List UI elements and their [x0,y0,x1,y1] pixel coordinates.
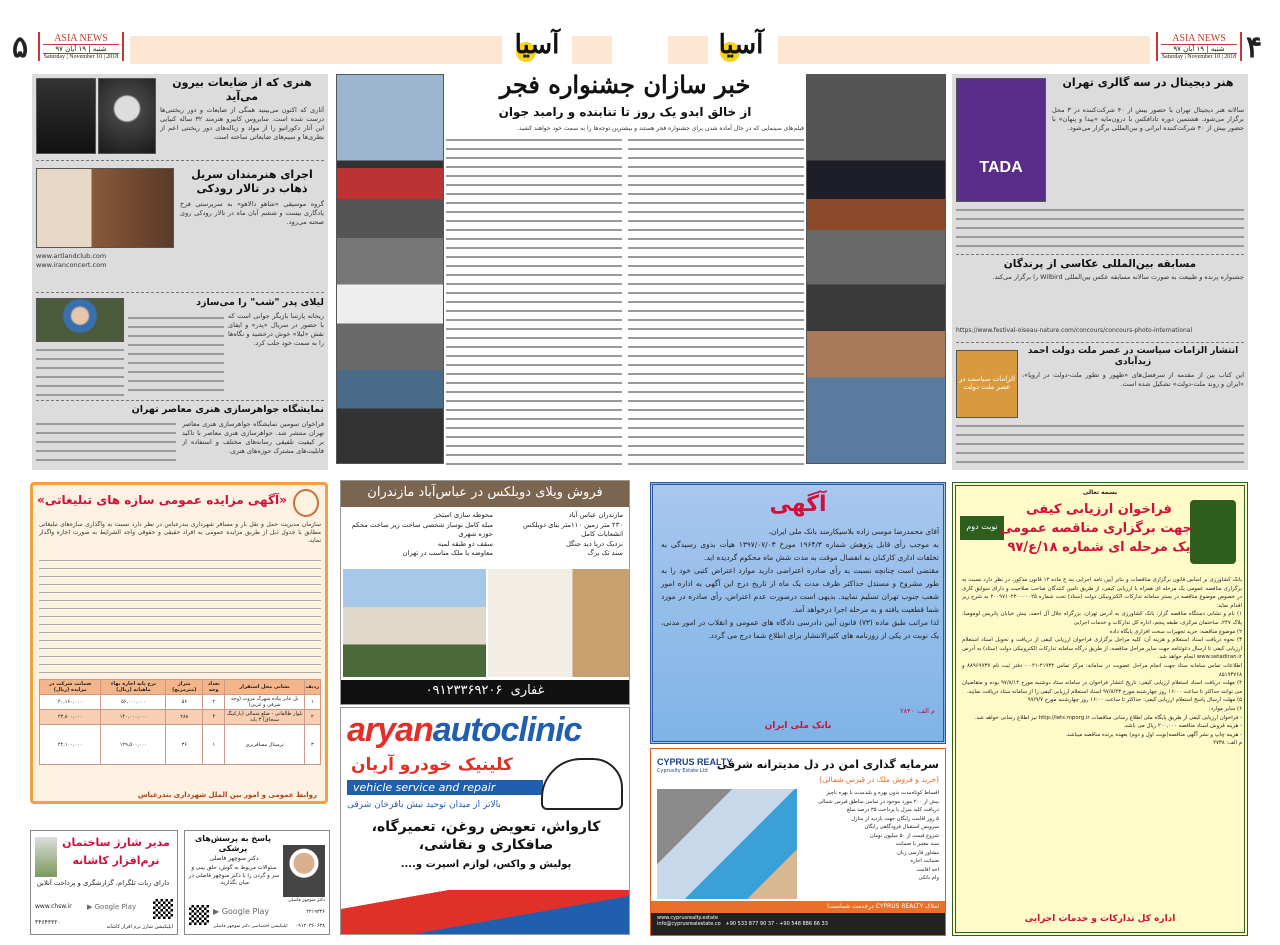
link[interactable]: www.artlandclub.com [36,252,107,260]
table-header: نشانی محل استقرار [225,680,304,695]
bank-notice-ad [650,482,946,744]
autoclinic-logo: aryanautoclinic [347,711,582,749]
agri-bank-logo-icon [1190,500,1236,564]
page-number: ۴ [1246,30,1263,65]
feature-item: ۵ روز اقامت رایگان جهت بازدید از منازل [851,815,939,822]
property-photos [657,789,797,899]
autoclinic-fa-name: کلینیک خودرو آریان [351,755,513,775]
tender-item: ۳) نحوه دریافت اسناد استعلام و هزینه آن: کلیه مراحل برگزاری فراخوان ارزیابی کیفی از دریافت و تحویل اسناد استعلام ارزیابی کیفی تا ارسال دعوتنامه جهت سایر مراحل مناقصه، از طریق درگاه سامانه تدارکات الکترونیکی دولت (ستاد) به آدرس www.setadiran.ir انجام خواهد شد. [962,637,1242,661]
feature-item: ۲۳۰ متر زمین ۱۱۰متر بنای دوبلکس [523,520,623,529]
link[interactable]: www.iranconcert.com [36,261,107,269]
feature-body-column [628,136,804,466]
date-fa: شنبه | ۱۹ آبان ۹۷ [43,44,119,54]
villa-interior-photo [488,569,629,677]
auction-terms [39,557,321,675]
kashaneh-ad [30,830,178,935]
feature-item: سند تک برگ [587,549,623,557]
cyprus-title: سرمایه گذاری امن در دل مدیترانه شرقی [716,758,939,771]
contact-name: غفاری [510,683,545,698]
cyprus-phones: +90 533 877 90 37 - +90 548 886 66 33 [725,921,828,927]
tender-item: اطلاعات تماس سامانه ستاد جهت انجام مراحل عضویت در سامانه: مرکز تماس ۴۱۹۳۴-۰۲۱ - دفتر ثبت نام ۸۸۹۶۹۷۳۷ و ۸۵۱۹۳۷۶۸ [962,662,1243,678]
kashaneh-desc: دارای ربات تلگرام، گزارشگری و پرداخت آنلاین [36,879,170,887]
cell: بلوار طالقانی - ضلع شمالی (پارکینگ سنجاق) ۳ پایه [226,711,303,723]
notice-signature: بانک ملی ایران [764,721,832,731]
concert-poster-photo [36,168,174,248]
book-cover: الزامات سیاست در عصر ملت دولت [956,350,1018,418]
auction-table [39,679,321,765]
second-notice-badge: نوبت دوم [960,516,1004,540]
article-photo [36,78,96,154]
article-title: هنر دیجیتال در سه گالری تهران [1062,76,1234,89]
feature-item: معاوضه با ملک مناسب در تهران [402,549,493,557]
cell: ۳۶ [166,725,203,765]
cell: ۴۳,۸۰۰,۰۰۰ [40,710,101,725]
article-title: لیلای پدر "شب" را می‌سازد [196,297,324,308]
decorative-stripe [341,890,629,934]
article-body-continued [128,314,224,396]
doctor-phone: ۲۲۱۹۳۳۶ [306,909,325,915]
cyprus-features [799,789,939,883]
notice-line: آقای محمدرضا موسی زاده بلاسیکارمند بانک ملی ایران، [768,527,939,536]
actress-photo [36,298,124,342]
brand-name: ASIA NEWS [54,33,108,44]
auction-title: «آگهی مزایده عمومی سازه های تبلیغاتی» [37,493,287,507]
newspaper-logo: آسیا [718,30,764,60]
kashaneh-phone: ۴۴۶۴۳۳۲۰ [35,919,61,926]
divider [956,342,1244,343]
article-body-continued [36,420,176,466]
auction-footer: روابط عمومی و امور بین الملل شهرداری بندرعباس [137,791,317,799]
tender-item: ۶) سایر موارد: [1208,705,1242,712]
cell: ۲ [304,710,320,725]
article-body: این کتاب بین از مقدمه از سرفصل‌های «ظهور و تطور ملت-دولت در اروپا»، «ایران و روند ملت-دولت» تشکیل شده است. [1022,371,1244,388]
table-row [40,725,321,765]
masthead-box [38,32,124,61]
notice-line: مقتضی است چنانچه نسبت به رأی صادره اعتراضی دارید موارد اعتراض کتبی خود را به طور مشروح و مستدل حداکثر ظرف مدت یک ماه از تاریخ درج این آگهی به اداره امور شعب جنوب تهران تسلیم نمایید. بدیهی است درصورت عدم اعتراض، رأی صادره در مورد شما قطعیت یافته و به مرحله اجرا درخواهد آمد. [661,566,939,614]
doctor-caption: دکتر منوچهر فاضلی [288,898,325,903]
villa-exterior-photo [343,569,486,677]
feature-item: ضمانت اجاره [910,858,939,864]
header-band [778,36,1150,64]
table-header: ردیف [304,680,320,695]
cyprus-realty-ad [650,748,946,936]
cell: ۴ [203,710,225,725]
divider [36,400,324,401]
autoclinic-services-2: پولیش و واکس، لوازم اسپرت و.... [400,859,572,870]
cell: پل عابر پیاده شهرک مروت (وجه شرقی و غربی) [225,695,304,710]
header-band-small [668,36,708,64]
divider [956,254,1244,255]
tender-item: - هزینه فروش اسناد مناقصه ۲۰۰,۰۰۰ ریال می باشد. [1123,723,1242,730]
tender-item: - هزینه چاپ و نشر آگهی مناقصه(نوبت اول و دوم) بعهده برنده مناقصه میباشد. [1065,731,1242,738]
cell: ۲۰,۱۶۰,۰۰۰ [40,695,101,710]
feature-body-column [446,136,622,466]
villa-title: فروش ویلای دوبلکس در عباس‌آباد مازندران [341,481,629,507]
cyprus-website[interactable]: www.cyprusrealty.estate [657,915,719,921]
cell: ۱ [304,695,320,710]
tender-item: ۴) مهلت دریافت اسناد استعلام ارزیابی کیفی: تاریخ انتشار فراخوان در سامانه ستاد دوشنبه مورخ ۹۷/۸/۱۴ بوده و متقاضیان می توانند حداکثر تا ساعت ۱۶:۰۰ روز چهارشنبه مورخ ۹۷/۸/۲۳ اسناد استعلام ارزیابی کیفی را از سامانه ستاد دریافت نمایند. [962,680,1242,695]
feature-item: سرویس استقبال فرودگاهی رایگان [864,824,939,830]
autoclinic-ad [340,707,630,935]
doctor-ad [184,830,330,935]
doctor-app: اپلیکیشن اختصاصی دکتر منوچهر فاضلی [213,924,288,929]
article-title: هنری که از ضایعات بیرون می‌آید [172,76,312,103]
tender-title-line: فراخوان ارزیابی کیفی [1026,502,1172,517]
table-row [40,695,321,710]
auction-ad [30,482,328,804]
article-body: فراخوان سومین نمایشگاه جواهرسازی هنری معاصر تهران منتشر شد. جواهرسازی هنری معاصر با تاکید بر کیفیت تلفیقی رسانه‌های مختلف و استفاده از قابلیت‌های مشترک حوزه‌های هنری. [182,420,324,455]
article-body-continued [36,346,124,396]
tender-item: - فراخوان ارزیابی کیفی از طریق پایگاه ملی اطلاع رسانی مناقصات http://iets.mporg.ir نیز اطلاع رسانی خواهد شد. [974,714,1242,721]
autoclinic-services: کارواش، تعویض روغن، تعمیرگاه، صافکاری و نقاشی، [371,819,601,853]
cyprus-slogan: املاک CYPRUS REALTY درخدمت شماست! [651,901,945,913]
cell: ترمینال مسافربری [225,725,304,765]
kashaneh-subtitle: نرم‌افزار کاشانه [72,854,160,867]
qr-code-icon [189,905,209,925]
feature-item: وام بانکی [918,875,939,881]
feature-item: دریافت کلید منزل با پرداخت ۳۵ درصد مبلغ [846,807,939,813]
tender-footer: اداره کل تدارکات و خدمات اجرایی [1024,914,1176,924]
article-title: مسابقه بین‌المللی عکاسی از پرندگان [1003,258,1197,270]
article-body: آثاری که اکنون می‌بینید همگی از ضایعات و دور ریختنی‌ها درست شده است. سایروس کابیرو هنرمند ۳۲ ساله کنیایی این آثار دکوراتیو را از مواد و زباله‌های دور ریختنی اعم از بطری‌ها و سیم‌های ضایعاتی ساخته است. [160,106,324,141]
book-cover-icon [35,837,57,877]
article-body: جشنواره پرنده و طبیعت به صورت سالانه مسابقه عکس بین‌المللی Wilbird را برگزار می‌کند. [992,273,1244,281]
date-en: Saturday | November 10 | 2018 [43,54,119,60]
feature-lead: فیلم‌های سینمایی که در حال آماده شدن برای جشنواره فجر هستند و بیشترین توجه‌ها را به سمت خود خواهند کشید. [517,125,804,132]
masthead-box [1156,32,1242,61]
cell: ۱ [203,725,225,765]
kashaneh-url[interactable]: www.chsw.ir [35,903,72,910]
google-play-badge[interactable]: ▶ Google Play [213,907,270,916]
cell: ۲۸۸ [166,710,203,725]
villa-ad [340,480,630,705]
cyprus-subtitle: (خرید و فروش ملک در قبرس شمالی) [819,775,939,784]
feature-item: اخذ اقامت [916,866,939,873]
tender-item: ۲) موضوع مناقصه: خرید تجهیزات سخت افزاری پایگاه داده [1109,628,1242,635]
feature-item: مبله کامل نوساز شخصی ساخت زیر ساخت محکم [351,520,493,529]
date-en: Saturday | November 10 | 2018 [1161,54,1237,60]
cell: ۲ [203,695,225,710]
tender-title [999,500,1192,557]
cell: ۵۶ [166,695,203,710]
cell: ۳ [304,725,320,765]
date-fa: شنبه | ۱۹ آبان ۹۷ [1161,44,1237,54]
notice-line: لذا مراتب طبق ماده (۷۳) قانون آیین دادرسی دادگاه های عمومی و انقلاب در امور مدنی، یک نوبت در یکی از روزنامه های کثیرالانتشار برای اطلاع شما درج می گردد. [661,618,939,640]
villa-contact [341,680,629,704]
page-number: ۵ [12,30,29,65]
tender-ad [952,482,1248,936]
autoclinic-address: بالاتر از میدان توحید نبش باقرخان شرقی [347,800,501,810]
right-news-column [952,74,1248,470]
table-header: نرخ پایه اجاره بهاء ماهیانه (ریال) [101,680,166,695]
auction-body: سازمان مدیریت حمل و نقل بار و مسافر شهرداری بندرعباس در نظر دارد نسبت به واگذاری سازه‌های تبلیغاتی مطابق با جدول ذیل از طریق مزایده عمومی به افراد حقیقی و حقوقی واجد الشرایط به صورت اجاره واگذار نماید. [39,521,321,544]
bismillah: بسمه تعالی [1082,489,1118,496]
notice-ref: م الف: ۲۸۴۰ [900,707,935,715]
kashaneh-title: مدیر شارژ ساختمان [62,836,170,849]
table-row [40,710,321,725]
contact-phone[interactable]: ۰۹۱۲۳۳۶۹۲۰۶ [425,683,503,698]
newspaper-logo: آسیا [514,30,560,60]
cyprus-email[interactable]: info@cyprusrealestate.co [657,921,721,927]
tender-intro: بانک کشاورزی بر اساس قانون برگزاری مناقصات و بنابر آیین نامه اجرایی بند ج ماده ۱۲ قانون مذکور، در نظر دارد نسبت به برگزاری مناقصه عمومی یک مرحله ای همراه با ارزیابی کیفی، از طریق تامین کنندگان صاحب صلاحیت و دارای سوابق کاری در خصوص موضوع مناقصه در بستر سامانه تدارکات الکترونیکی دولت (ستاد) تحت شماره ۲۰۰۹۷۱۰۲۴۰۰۰۰۰۲۵ به شرح زیر اقدام نماید: [962,577,1242,609]
film-stills-left [336,74,444,464]
tender-title-line: یک مرحله ای شماره ۱۸/ع/۹۷ [1007,540,1191,555]
cyprus-logo-sub: Cypruslty Estate Ltd [657,768,708,774]
feature-item: سقف دو طبقه لمبه [437,539,493,548]
villa-features-left [343,511,493,559]
article-title: انتشار الزامات سیاست در عصر ملت دولت احمد زیدآبادی [1027,346,1239,367]
doctor-title: پاسخ به پرسش‌های پزشکی [194,834,272,853]
feature-subtitle: از خالق ابدو یک روز تا تنابنده و رامبد جوان [498,105,752,119]
table-header: متراژ (مترمربع) [166,680,203,695]
doctor-photo [283,845,325,897]
festival-link[interactable]: https://www.festival-oiseau-nature.com/concours/concours-photo-international [956,327,1193,334]
tender-ref: م الف: ۲۷۳۸ [1213,740,1242,747]
article-body: سالانه هنر دیجیتال تهران با حضور بیش از ۴۰ شرکت‌کننده در ۳ محل برگزار می‌شود. هشتمین دوره تادافکس با درون‌مایه «پیدا و پنهان» با حضور بیش از ۴۰ شرکت‌کننده ایرانی و بین‌المللی برگزار می‌شود. [1052,106,1244,132]
table-header: تعداد وجه [203,680,225,695]
feature-title: خبر سازان جشنواره فجر [499,70,751,99]
car-icon [541,758,623,810]
article-body-continued [956,422,1244,466]
cyprus-logo: CYPRUS REALTY [657,757,733,767]
brand-name: ASIA NEWS [1172,33,1226,44]
feature-item: نزدیک دریا دید جنگل [565,539,623,548]
article-body: گروه موسیقی «شاهو دالاهو» به سرپرستی فرخ یادگاری بیست و ششم آبان ماه در تالار رودکی روی صحنه می‌رود. [180,200,324,226]
feature-item: شروع قیمت از ۵۰ میلیون تومان [869,832,939,839]
film-stills-right [806,74,946,464]
cell: ۴۴,۱۰۰,۰۰۰ [40,725,101,765]
feature-item: بیش از ۲۰۰ مورد موجود در تمامی مناطق قبرس شمالی [817,798,939,805]
feature-item: مازندران عباس آباد [568,511,623,519]
doctor-name: دکتر منوچهر فاضلی [209,855,259,862]
notice-body [661,525,939,642]
feature-item: اقساط کوتاه‌مدت بدون بهره و بلندمدت با بهره ناچیز [826,790,939,796]
doctor-desc: سئوالات مربوط به گوش، حلق بینی و سر و گردن را با دکتر منوچهر فاضلی در میان بگذارید. [188,865,280,886]
header-band [130,36,502,64]
tada-poster: TADA [956,78,1046,202]
notice-line: به موجب رأی قابل پژوهش شماره ۱۹۶۴/۳ مورخ ۱۳۹۷/۰۷/۰۳ هیأت بدوی رسیدگی به تخلفات اداری کارکنان به انفصال موقت به مدت شش ماه محکوم گردیده اید. [661,540,939,562]
article-photo [98,78,156,154]
kashaneh-app: اپلیکیشن شارژ نرم افزار کاشانه [106,924,173,930]
feature-item: حوزه شهری [458,530,493,538]
article-body-continued [956,206,1244,248]
feature-item: مشاور فارسی زبان [897,849,939,856]
article-title: نمایشگاه جواهرسازی هنری معاصر تهران [131,404,324,415]
cell: ۱۲۹,۵۰۰,۰۰۰ [101,725,166,765]
feature-item: محوطه سازی استخر [433,511,493,519]
article-body: ریحانه پارسا بازیگر جوانی است که با حضور در سریال «پدر» و ایفای نقش «لیلا» خوش درخشید و نگاه‌ها را به سمت خود جلب کرد. [228,312,324,347]
autoclinic-tagline: vehicle service and repair [347,780,543,795]
qr-code-icon [153,899,173,919]
cell: ۱۴۰,۰۰۰,۰۰۰ [101,710,166,725]
tender-item: ۵) مهلت ارسال پاسخ استعلام ارزیابی کیفی: حداکثر تا ساعت ۱۶:۰۰ روز چهارشنبه مورخ ۹۷/۹/۷ [1027,697,1242,704]
header-band-small [572,36,612,64]
notice-title: آگهی [769,492,827,517]
tender-body [962,576,1242,748]
villa-features-right [497,511,623,559]
feature-item: سند معتبر با ضمانت [895,841,939,847]
table-header: ضمانت شرکت در مزایده (ریال) [40,680,101,695]
left-news-column [32,74,328,470]
doctor-mobile: ۰۹۱۲۰۳۶۰۶۳۸ [295,923,325,929]
divider [36,160,324,161]
tender-item: ۱) نام و نشانی دستگاه مناقصه گزار: بانک کشاورزی به آدرس تهران، بزرگراه جلال آل احمد، نبش خیابان پاتریس لومومبا، پلاک ۲۴۷، ساختمان مرکزی، طبقه پنجم، اداره کل تدارکات و خدمات اجرایی [962,611,1242,626]
feature-item: انشعابات کامل [581,530,623,538]
cell: ۵۶,۰۰۰,۰۰۰ [101,695,166,710]
article-title: اجرای هنرمندان سریل ذهاب در تالار رودکی [191,168,313,195]
municipality-logo-icon [293,489,319,517]
cyprus-contacts [651,913,945,935]
divider [36,292,324,293]
tender-title-line: جهت برگزاری مناقصه عمومی [999,521,1192,536]
google-play-badge[interactable]: ▶ Google Play [87,903,137,911]
